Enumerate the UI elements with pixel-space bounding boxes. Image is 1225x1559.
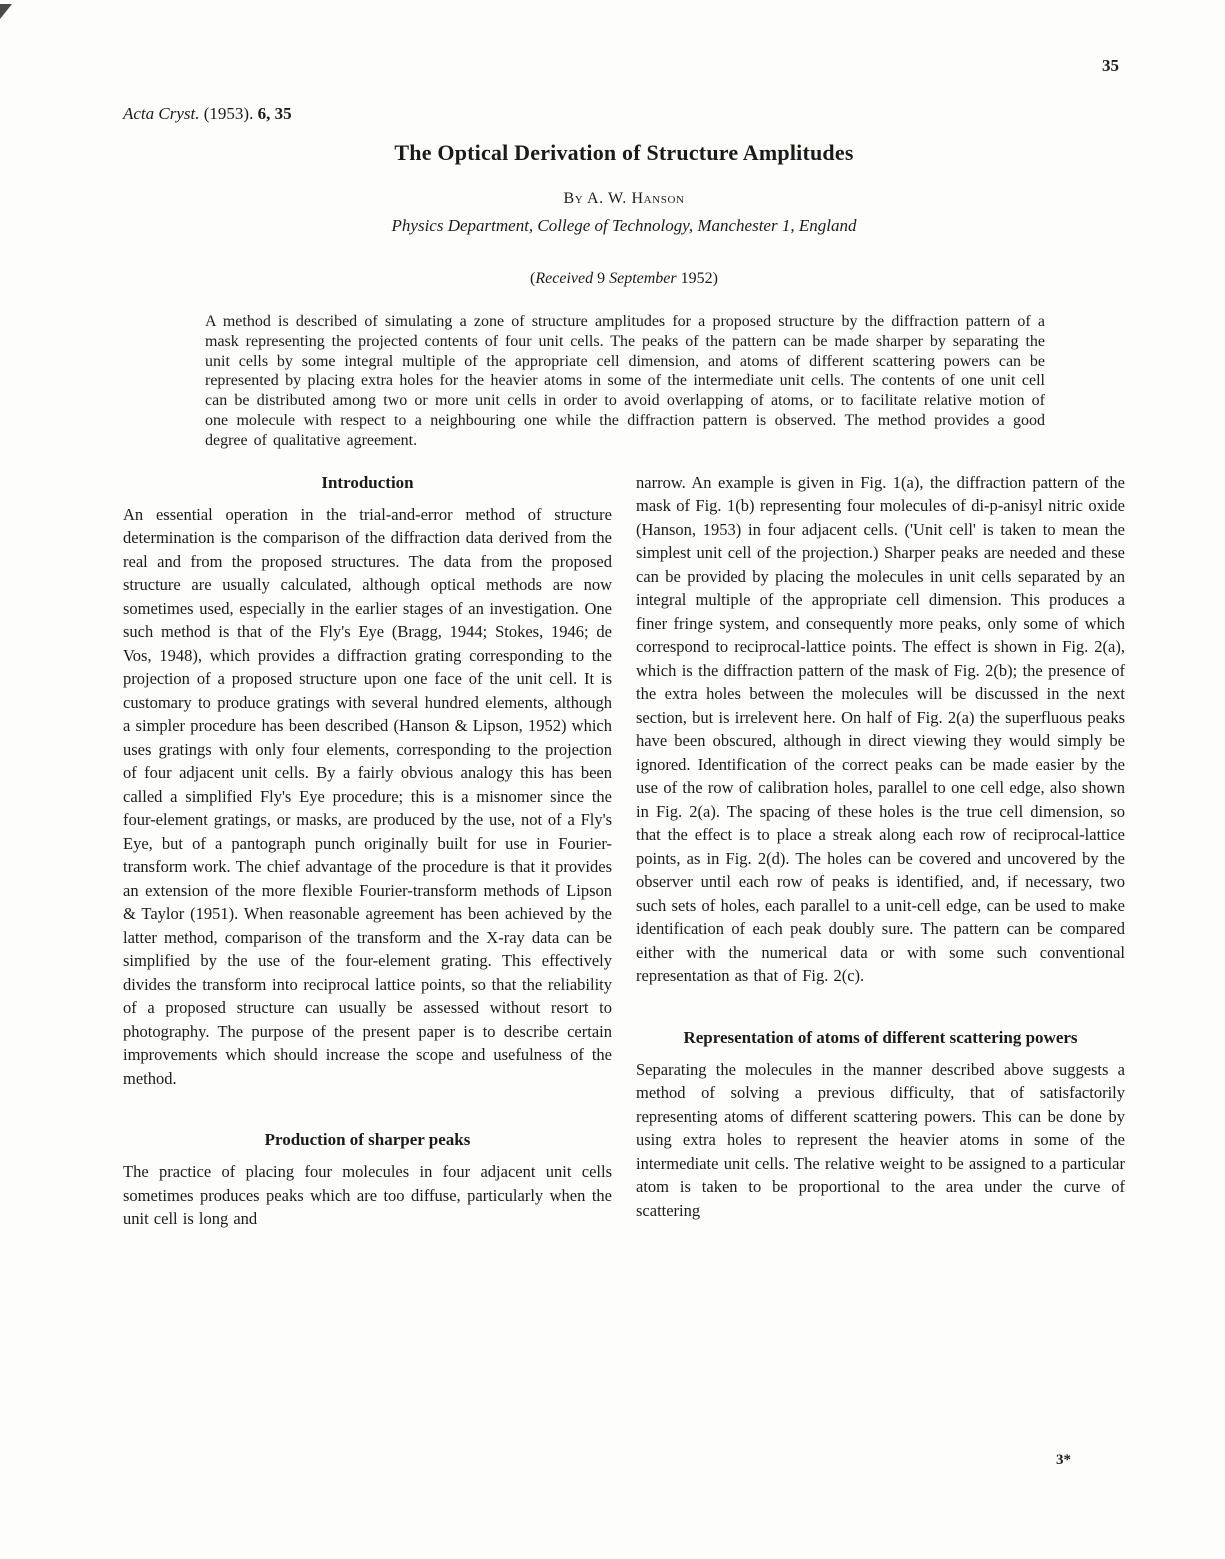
section-heading-introduction: Introduction bbox=[321, 472, 414, 492]
page-number: 35 bbox=[1102, 56, 1119, 75]
journal-year: (1953). bbox=[199, 104, 258, 123]
two-column-body bbox=[123, 471, 1125, 1231]
received-day: 9 bbox=[593, 270, 610, 287]
right-column bbox=[636, 471, 1125, 1231]
signature-mark: 3* bbox=[1056, 1452, 1071, 1468]
received-label: Received bbox=[535, 270, 594, 287]
received-year: 1952) bbox=[676, 270, 718, 287]
article-title: The Optical Derivation of Structure Amplitudes bbox=[394, 140, 854, 165]
section-heading-sharper-peaks: Production of sharper peaks bbox=[264, 1130, 471, 1150]
sharper-peaks-paragraph: The practice of placing four molecules in four adjacent unit cells sometimes produces peaks which are too diffuse, particularly when the unit cell is long and bbox=[123, 1162, 612, 1229]
author-byline: By A. W. Hanson bbox=[563, 190, 685, 207]
journal-citation bbox=[123, 104, 1125, 124]
introduction-paragraph: An essential operation in the trial-and-error method of structure determination is the comparison of the diffraction data derived from the real and from the proposed structures. The data from the proposed structure are usually calculated, although optical methods are now sometimes used, especially in the earlier stages of an investigation. One such method is that of the Fly's Eye (Bragg, 1944; Stokes, 1946; de Vos, 1948), which provides a diffraction grating corresponding to the projection of a proposed structure upon one face of the unit cell. It is customary to produce gratings with several hundred elements, although a simpler procedure has been described (Hanson & Lipson, 1952) which uses gratings with only four elements, corresponding to the projection of four adjacent unit cells. By a fairly obvious analogy this has been called a simplified Fly's Eye procedure; this is a misnomer since the four-element gratings, or masks, are produced by the use, not of a Fly's Eye, but of a pantograph punch originally built for use in Fourier-transform work. The chief advantage of the procedure is that it provides an extension of the more flexible Fourier-transform methods of Lipson & Taylor (1951). When reasonable agreement has been achieved by the latter method, comparison of the transform and the X-ray data can be simplified by the use of the four-element grating. This effectively divides the transform into reciprocal lattice points, so that the reliability of a proposed structure can usually be assessed without resort to photography. The purpose of the present paper is to describe certain improvements which should increase the scope and usefulness of the method. bbox=[123, 504, 612, 1088]
author-affiliation: Physics Department, College of Technology, Manchester 1, England bbox=[391, 216, 857, 235]
received-month: September bbox=[609, 270, 677, 287]
article-page bbox=[123, 0, 1125, 1231]
left-column bbox=[123, 471, 612, 1231]
received-date bbox=[123, 270, 1125, 288]
journal-volume-page: 6, 35 bbox=[257, 104, 292, 123]
continuation-paragraph: narrow. An example is given in Fig. 1(a), the diffraction pattern of the mask of Fig. 1(b) representing four molecules of di-p-anisyl nitric oxide (Hanson, 1953) in four adjacent cells. ('Unit cell' is taken to mean the simplest unit cell of the projection.) Sharper peaks are needed and these can be provided by placing the molecules in unit cells separated by an integral multiple of the appropriate cell dimension. This produces a finer fringe system, and consequently more peaks, only some of which correspond to reciprocal-lattice points. The effect is shown in Fig. 2(a), which is the diffraction pattern of the mask of Fig. 2(b); the presence of the extra holes between the molecules will be discussed in the next section, but is irrelevent here. On half of Fig. 2(a) the superfluous peaks have been obscured, although in direct viewing they would simply be ignored. Identification of the correct peaks can be made easier by the use of the row of calibration holes, parallel to one cell edge, also shown in Fig. 2(a). The spacing of these holes is the true cell dimension, so that the effect is to place a streak along each row of reciprocal-lattice points, as in Fig. 2(d). The holes can be covered and uncovered by the observer until each row of peaks is identified, and, if necessary, two such sets of holes, each parallel to a unit-cell edge, can be used to make identification of each peak doubly sure. The pattern can be compared either with the numerical data or with some such conventional representation as that of Fig. 2(c). bbox=[636, 472, 1125, 986]
abstract: A method is described of simulating a zone of structure amplitudes for a proposed structure by the diffraction pattern of a mask representing the projected contents of four unit cells. The peaks of the pattern can be made sharper by separating the unit cells by some integral multiple of the appropriate cell dimension, and atoms of different scattering powers can be represented by placing extra holes for the heavier atoms in some of the intermediate unit cells. The contents of one unit cell can be distributed among two or more unit cells in order to avoid overlapping of atoms, or to facilitate relative motion of one molecule with respect to a neighbouring one while the diffraction pattern is observed. The method provides a good degree of qualitative agreement. bbox=[205, 313, 1045, 449]
scan-artifact bbox=[0, 4, 12, 19]
representation-paragraph: Separating the molecules in the manner described above suggests a method of solving a previous difficulty, that of satisfactorily representing atoms of different scattering powers. This can be done by using extra holes to represent the heavier atoms in some of the intermediate unit cells. The relative weight to be assigned to a particular atom is taken to be proportional to the area under the curve of scattering bbox=[636, 1059, 1125, 1220]
journal-name: Acta Cryst. bbox=[123, 104, 200, 123]
received-open-paren: ( bbox=[530, 270, 536, 287]
section-heading-representation: Representation of atoms of different scattering powers bbox=[683, 1027, 1078, 1047]
